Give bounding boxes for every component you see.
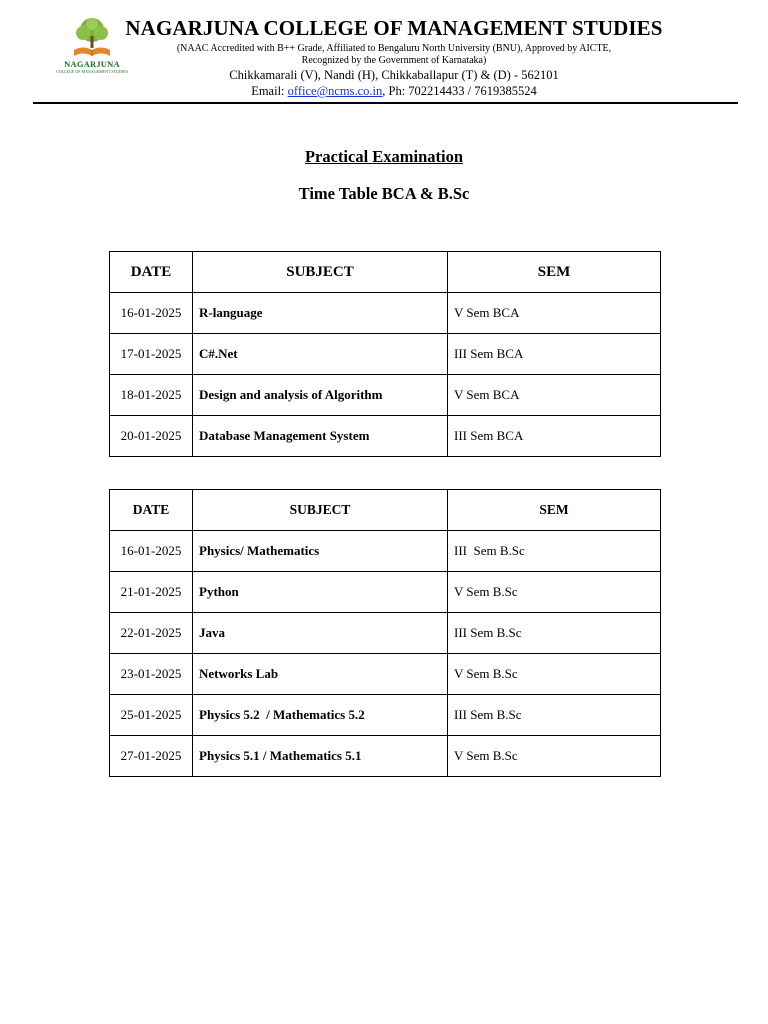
date-cell: 16-01-2025 [110,531,193,572]
date-cell: 18-01-2025 [110,375,193,416]
subject-cell: Physics/ Mathematics [193,531,448,572]
sem-cell: V Sem BCA [448,375,661,416]
table-header-row [110,252,661,293]
subject-cell: Java [193,613,448,654]
sem-cell: III Sem BCA [448,334,661,375]
date-header: DATE [110,252,193,293]
accreditation-line: (NAAC Accredited with B++ Grade, Affiliated to Bengaluru North University (BNU), Approved by AICTE, [176,43,612,54]
date-cell: 23-01-2025 [110,654,193,695]
sem-cell: V Sem B.Sc [448,572,661,613]
date-cell: 25-01-2025 [110,695,193,736]
email-label: Email: [251,84,288,98]
subject-header: SUBJECT [193,490,448,531]
date-cell: 20-01-2025 [110,416,193,457]
table-row [110,654,661,695]
subject-cell: Design and analysis of Algorithm [193,375,448,416]
sem-cell: V Sem B.Sc [448,736,661,777]
email-link[interactable]: office@ncms.co.in [287,84,383,98]
header-divider [33,102,738,104]
table-row [110,531,661,572]
date-header: DATE [110,490,193,531]
table-header-row [110,490,661,531]
table-row [110,736,661,777]
sem-header: SEM [448,252,661,293]
subject-cell: Database Management System [193,416,448,457]
sem-cell: III Sem B.Sc [448,695,661,736]
sem-cell: III Sem BCA [448,416,661,457]
subject-cell: Networks Lab [193,654,448,695]
table-row [110,334,661,375]
table-row [110,613,661,654]
sem-cell: III Sem B.Sc [448,613,661,654]
date-cell: 22-01-2025 [110,613,193,654]
logo-tagline: COLLEGE OF MANAGEMENT STUDIES [56,69,128,74]
subject-cell: Physics 5.1 / Mathematics 5.1 [193,736,448,777]
document-title: Practical Examination [304,147,464,166]
phone-text: , Ph: 702214433 / 7619385524 [382,84,537,98]
table-row [110,293,661,334]
subject-cell: Physics 5.2 / Mathematics 5.2 [193,695,448,736]
recognition-line: Recognized by the Government of Karnataka) [301,55,487,66]
subject-cell: C#.Net [193,334,448,375]
college-name: NAGARJUNA COLLEGE OF MANAGEMENT STUDIES [125,16,663,40]
table-row [110,572,661,613]
date-cell: 27-01-2025 [110,736,193,777]
date-cell: 16-01-2025 [110,293,193,334]
table-row [110,416,661,457]
sem-cell: III Sem B.Sc [448,531,661,572]
letterhead [0,0,768,104]
document-subtitle: Time Table BCA & B.Sc [298,184,470,203]
table-row [110,375,661,416]
subject-header: SUBJECT [193,252,448,293]
address-line: Chikkamarali (V), Nandi (H), Chikkaballapur (T) & (D) - 562101 [229,68,559,82]
date-cell: 21-01-2025 [110,572,193,613]
sem-cell: V Sem BCA [448,293,661,334]
sem-header: SEM [448,490,661,531]
logo-name: NAGARJUNA [64,59,120,69]
subject-cell: R-language [193,293,448,334]
contact-line [120,84,668,99]
subject-cell: Python [193,572,448,613]
bca-timetable [109,251,661,457]
table-row [110,695,661,736]
sem-cell: V Sem B.Sc [448,654,661,695]
bsc-timetable [109,489,661,777]
date-cell: 17-01-2025 [110,334,193,375]
